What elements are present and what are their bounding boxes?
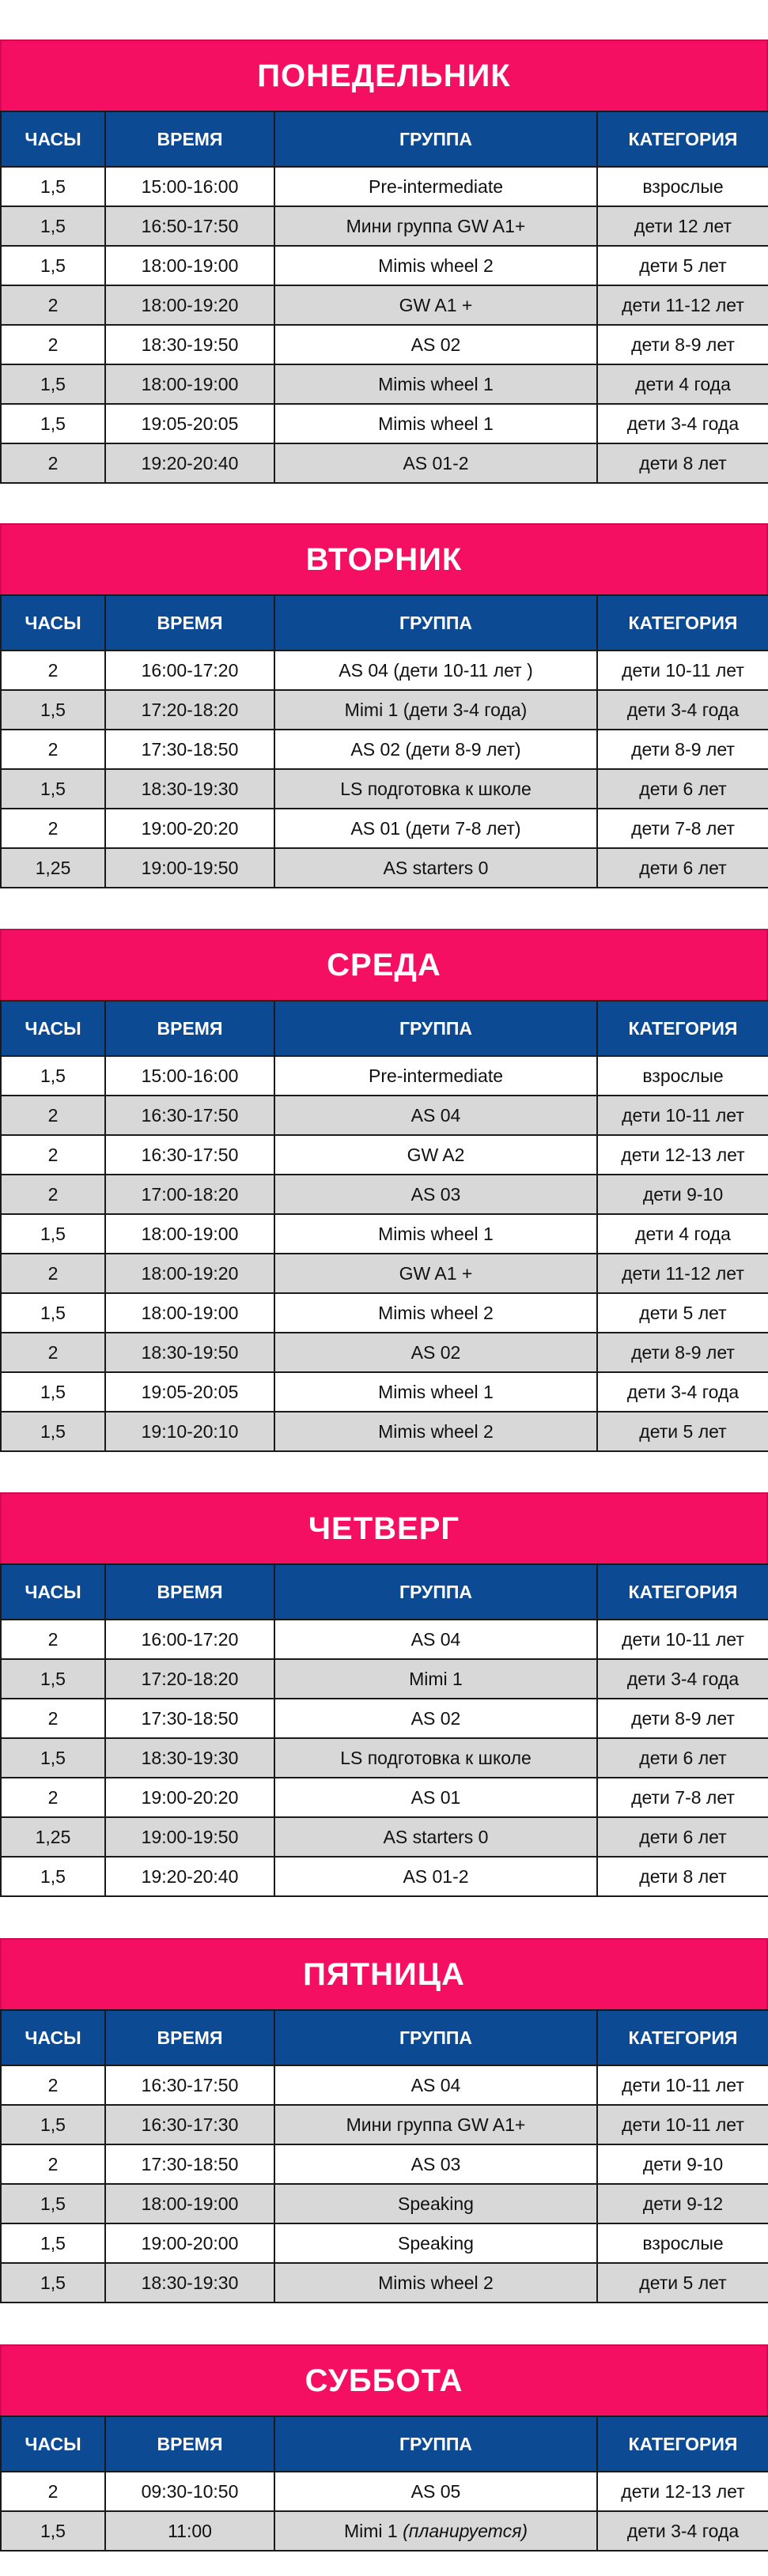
column-header-hours: ЧАСЫ <box>1 1564 105 1620</box>
table-row <box>1 730 768 769</box>
hours-cell: 2 <box>1 1699 105 1738</box>
time-cell: 18:00-19:00 <box>105 2184 274 2223</box>
table-row <box>1 769 768 809</box>
category-cell: дети 9-10 <box>597 2144 768 2184</box>
table-row <box>1 2065 768 2105</box>
table-row <box>1 1817 768 1857</box>
group-cell: GW A1 + <box>274 285 597 325</box>
table-row <box>1 1175 768 1214</box>
column-header-category: КАТЕГОРИЯ <box>597 1001 768 1056</box>
table-row <box>1 285 768 325</box>
column-header-time: ВРЕМЯ <box>105 1001 274 1056</box>
header-row <box>1 1001 768 1056</box>
column-header-category: КАТЕГОРИЯ <box>597 2010 768 2065</box>
group-cell: GW A2 <box>274 1135 597 1175</box>
category-cell: дети 4 года <box>597 1214 768 1254</box>
time-cell: 16:30-17:50 <box>105 2065 274 2105</box>
group-cell: Mimis wheel 1 <box>274 1214 597 1254</box>
day-block <box>0 2344 768 2551</box>
time-cell: 16:30-17:50 <box>105 1096 274 1135</box>
category-cell: дети 8 лет <box>597 1857 768 1896</box>
time-cell: 18:00-19:00 <box>105 246 274 285</box>
category-cell: дети 10-11 лет <box>597 1096 768 1135</box>
time-cell: 18:00-19:20 <box>105 285 274 325</box>
hours-cell: 1,5 <box>1 206 105 246</box>
time-cell: 19:00-19:50 <box>105 848 274 888</box>
table-row <box>1 1857 768 1896</box>
group-cell: AS 04 <box>274 1096 597 1135</box>
table-row <box>1 2105 768 2144</box>
table-row <box>1 1254 768 1293</box>
day-title: ЧЕТВЕРГ <box>0 1492 768 1563</box>
table-row <box>1 2144 768 2184</box>
column-header-time: ВРЕМЯ <box>105 1564 274 1620</box>
group-cell: Mimi 1 <box>274 1659 597 1699</box>
time-cell: 19:00-20:20 <box>105 809 274 848</box>
table-row <box>1 404 768 443</box>
hours-cell: 1,5 <box>1 2511 105 2551</box>
time-cell: 18:00-19:00 <box>105 364 274 404</box>
category-cell: дети 11-12 лет <box>597 1254 768 1293</box>
hours-cell: 1,5 <box>1 2105 105 2144</box>
schedule <box>0 40 768 2551</box>
group-cell: Mimis wheel 1 <box>274 364 597 404</box>
table-row <box>1 1778 768 1817</box>
group-cell: AS 04 (дети 10-11 лет ) <box>274 651 597 690</box>
hours-cell: 2 <box>1 285 105 325</box>
time-cell: 18:30-19:30 <box>105 2263 274 2303</box>
column-header-hours: ЧАСЫ <box>1 1001 105 1056</box>
group-cell: Mimis wheel 2 <box>274 1412 597 1451</box>
group-cell: LS подготовка к школе <box>274 769 597 809</box>
column-header-category: КАТЕГОРИЯ <box>597 111 768 167</box>
schedule-table <box>0 2416 768 2551</box>
category-cell: дети 3-4 года <box>597 1372 768 1412</box>
table-row <box>1 1293 768 1333</box>
hours-cell: 1,5 <box>1 1056 105 1096</box>
time-cell: 17:00-18:20 <box>105 1175 274 1214</box>
column-header-group: ГРУППА <box>274 111 597 167</box>
time-cell: 16:30-17:30 <box>105 2105 274 2144</box>
day-block <box>0 929 768 1452</box>
time-cell: 18:00-19:20 <box>105 1254 274 1293</box>
column-header-group: ГРУППА <box>274 1001 597 1056</box>
hours-cell: 2 <box>1 1175 105 1214</box>
group-cell: Мини группа GW A1+ <box>274 2105 597 2144</box>
hours-cell: 2 <box>1 730 105 769</box>
column-header-group: ГРУППА <box>274 595 597 651</box>
day-title: ВТОРНИК <box>0 523 768 594</box>
header-row <box>1 111 768 167</box>
table-row <box>1 651 768 690</box>
group-cell: Mimis wheel 1 <box>274 404 597 443</box>
category-cell: взрослые <box>597 167 768 206</box>
group-cell: Pre-intermediate <box>274 167 597 206</box>
column-header-category: КАТЕГОРИЯ <box>597 595 768 651</box>
column-header-time: ВРЕМЯ <box>105 595 274 651</box>
time-cell: 18:30-19:30 <box>105 1738 274 1778</box>
hours-cell: 1,5 <box>1 364 105 404</box>
column-header-hours: ЧАСЫ <box>1 595 105 651</box>
group-cell: Speaking <box>274 2223 597 2263</box>
time-cell: 18:00-19:00 <box>105 1214 274 1254</box>
time-cell: 19:00-20:20 <box>105 1778 274 1817</box>
column-header-hours: ЧАСЫ <box>1 111 105 167</box>
time-cell: 16:00-17:20 <box>105 651 274 690</box>
group-cell: AS 02 <box>274 1333 597 1372</box>
hours-cell: 1,5 <box>1 246 105 285</box>
category-cell: дети 9-10 <box>597 1175 768 1214</box>
category-cell: дети 8 лет <box>597 443 768 483</box>
category-cell: дети 10-11 лет <box>597 1620 768 1659</box>
time-cell: 17:30-18:50 <box>105 2144 274 2184</box>
table-row <box>1 1096 768 1135</box>
table-row <box>1 2184 768 2223</box>
table-row <box>1 2223 768 2263</box>
hours-cell: 2 <box>1 443 105 483</box>
category-cell: дети 4 года <box>597 364 768 404</box>
category-cell: взрослые <box>597 2223 768 2263</box>
column-header-group: ГРУППА <box>274 2010 597 2065</box>
group-cell: AS starters 0 <box>274 848 597 888</box>
table-row <box>1 325 768 364</box>
category-cell: дети 7-8 лет <box>597 809 768 848</box>
time-cell: 11:00 <box>105 2511 274 2551</box>
time-cell: 19:05-20:05 <box>105 1372 274 1412</box>
day-title: ПОНЕДЕЛЬНИК <box>0 40 768 111</box>
group-cell: GW A1 + <box>274 1254 597 1293</box>
group-cell: Pre-intermediate <box>274 1056 597 1096</box>
category-cell: дети 6 лет <box>597 769 768 809</box>
table-row <box>1 364 768 404</box>
hours-cell: 1,5 <box>1 2263 105 2303</box>
table-row <box>1 2263 768 2303</box>
table-row <box>1 809 768 848</box>
group-cell <box>274 2511 597 2551</box>
column-header-time: ВРЕМЯ <box>105 2010 274 2065</box>
time-cell: 18:30-19:50 <box>105 1333 274 1372</box>
category-cell: дети 5 лет <box>597 2263 768 2303</box>
category-cell: дети 7-8 лет <box>597 1778 768 1817</box>
table-row <box>1 848 768 888</box>
table-row <box>1 206 768 246</box>
group-cell: Мини группа GW A1+ <box>274 206 597 246</box>
group-cell: Mimis wheel 2 <box>274 1293 597 1333</box>
time-cell: 19:05-20:05 <box>105 404 274 443</box>
hours-cell: 1,5 <box>1 167 105 206</box>
hours-cell: 1,5 <box>1 1412 105 1451</box>
schedule-table <box>0 1000 768 1452</box>
category-cell: дети 3-4 года <box>597 404 768 443</box>
day-block <box>0 1938 768 2303</box>
group-cell: AS 01 (дети 7-8 лет) <box>274 809 597 848</box>
day-title: ПЯТНИЦА <box>0 1938 768 2009</box>
table-row <box>1 167 768 206</box>
hours-cell: 1,5 <box>1 1857 105 1896</box>
header-row <box>1 595 768 651</box>
time-cell: 19:10-20:10 <box>105 1412 274 1451</box>
hours-cell: 1,5 <box>1 1372 105 1412</box>
header-row <box>1 2010 768 2065</box>
hours-cell: 1,5 <box>1 2184 105 2223</box>
column-header-group: ГРУППА <box>274 1564 597 1620</box>
time-cell: 18:30-19:50 <box>105 325 274 364</box>
hours-cell: 1,5 <box>1 1214 105 1254</box>
hours-cell: 2 <box>1 1096 105 1135</box>
time-cell: 15:00-16:00 <box>105 1056 274 1096</box>
table-row <box>1 2472 768 2511</box>
table-row <box>1 1214 768 1254</box>
category-cell: дети 6 лет <box>597 848 768 888</box>
time-cell: 16:00-17:20 <box>105 1620 274 1659</box>
time-cell: 19:20-20:40 <box>105 443 274 483</box>
category-cell: дети 12-13 лет <box>597 1135 768 1175</box>
group-cell: AS 04 <box>274 1620 597 1659</box>
group-cell: AS 01-2 <box>274 443 597 483</box>
time-cell: 17:20-18:20 <box>105 690 274 730</box>
group-cell: Mimis wheel 2 <box>274 2263 597 2303</box>
category-cell: дети 3-4 года <box>597 1659 768 1699</box>
hours-cell: 2 <box>1 1620 105 1659</box>
table-row <box>1 443 768 483</box>
table-row <box>1 1372 768 1412</box>
day-title: СУББОТА <box>0 2344 768 2416</box>
hours-cell: 2 <box>1 2065 105 2105</box>
category-cell: дети 5 лет <box>597 246 768 285</box>
header-row <box>1 1564 768 1620</box>
category-cell: дети 5 лет <box>597 1293 768 1333</box>
schedule-table <box>0 594 768 888</box>
group-name: Mimi 1 <box>343 2520 398 2541</box>
category-cell: дети 10-11 лет <box>597 2105 768 2144</box>
hours-cell: 1,5 <box>1 769 105 809</box>
table-row <box>1 1056 768 1096</box>
schedule-table <box>0 1563 768 1897</box>
table-row <box>1 1135 768 1175</box>
group-cell: Mimi 1 (дети 3-4 года) <box>274 690 597 730</box>
table-row <box>1 1699 768 1738</box>
table-row <box>1 2511 768 2551</box>
group-cell: AS 01 <box>274 1778 597 1817</box>
group-cell: Mimis wheel 2 <box>274 246 597 285</box>
hours-cell: 2 <box>1 1778 105 1817</box>
group-cell: AS 04 <box>274 2065 597 2105</box>
group-note: (планируется) <box>403 2520 528 2541</box>
group-cell: AS 02 <box>274 1699 597 1738</box>
category-cell: дети 10-11 лет <box>597 2065 768 2105</box>
hours-cell: 2 <box>1 325 105 364</box>
category-cell: дети 8-9 лет <box>597 1699 768 1738</box>
hours-cell: 2 <box>1 2472 105 2511</box>
group-cell: AS 03 <box>274 2144 597 2184</box>
category-cell: дети 8-9 лет <box>597 1333 768 1372</box>
category-cell: дети 12 лет <box>597 206 768 246</box>
group-cell: AS 02 <box>274 325 597 364</box>
category-cell: дети 5 лет <box>597 1412 768 1451</box>
group-cell: AS 05 <box>274 2472 597 2511</box>
table-row <box>1 1620 768 1659</box>
hours-cell: 2 <box>1 1135 105 1175</box>
category-cell: дети 10-11 лет <box>597 651 768 690</box>
time-cell: 15:00-16:00 <box>105 167 274 206</box>
column-header-time: ВРЕМЯ <box>105 2416 274 2472</box>
hours-cell: 2 <box>1 1254 105 1293</box>
table-row <box>1 1659 768 1699</box>
day-block <box>0 40 768 484</box>
table-row <box>1 690 768 730</box>
hours-cell: 1,5 <box>1 1293 105 1333</box>
time-cell: 18:00-19:00 <box>105 1293 274 1333</box>
day-block <box>0 523 768 888</box>
category-cell: дети 6 лет <box>597 1738 768 1778</box>
category-cell: дети 11-12 лет <box>597 285 768 325</box>
schedule-table <box>0 2009 768 2303</box>
time-cell: 09:30-10:50 <box>105 2472 274 2511</box>
time-cell: 17:30-18:50 <box>105 1699 274 1738</box>
table-row <box>1 1738 768 1778</box>
hours-cell: 1,25 <box>1 848 105 888</box>
category-cell: дети 8-9 лет <box>597 730 768 769</box>
table-row <box>1 246 768 285</box>
category-cell: дети 8-9 лет <box>597 325 768 364</box>
header-row <box>1 2416 768 2472</box>
hours-cell: 1,5 <box>1 2223 105 2263</box>
category-cell: дети 3-4 года <box>597 2511 768 2551</box>
group-cell: LS подготовка к школе <box>274 1738 597 1778</box>
time-cell: 17:30-18:50 <box>105 730 274 769</box>
time-cell: 18:30-19:30 <box>105 769 274 809</box>
group-cell: Speaking <box>274 2184 597 2223</box>
time-cell: 16:50-17:50 <box>105 206 274 246</box>
hours-cell: 2 <box>1 809 105 848</box>
category-cell: взрослые <box>597 1056 768 1096</box>
hours-cell: 1,5 <box>1 690 105 730</box>
hours-cell: 2 <box>1 651 105 690</box>
column-header-category: КАТЕГОРИЯ <box>597 1564 768 1620</box>
time-cell: 16:30-17:50 <box>105 1135 274 1175</box>
column-header-category: КАТЕГОРИЯ <box>597 2416 768 2472</box>
hours-cell: 2 <box>1 2144 105 2184</box>
hours-cell: 1,5 <box>1 1738 105 1778</box>
group-cell: AS 02 (дети 8-9 лет) <box>274 730 597 769</box>
hours-cell: 1,5 <box>1 1659 105 1699</box>
group-cell: AS 01-2 <box>274 1857 597 1896</box>
category-cell: дети 6 лет <box>597 1817 768 1857</box>
table-row <box>1 1412 768 1451</box>
group-cell: AS starters 0 <box>274 1817 597 1857</box>
time-cell: 17:20-18:20 <box>105 1659 274 1699</box>
time-cell: 19:00-20:00 <box>105 2223 274 2263</box>
column-header-time: ВРЕМЯ <box>105 111 274 167</box>
day-block <box>0 1492 768 1897</box>
time-cell: 19:20-20:40 <box>105 1857 274 1896</box>
time-cell: 19:00-19:50 <box>105 1817 274 1857</box>
column-header-hours: ЧАСЫ <box>1 2010 105 2065</box>
column-header-group: ГРУППА <box>274 2416 597 2472</box>
table-row <box>1 1333 768 1372</box>
column-header-hours: ЧАСЫ <box>1 2416 105 2472</box>
category-cell: дети 3-4 года <box>597 690 768 730</box>
group-cell: Mimis wheel 1 <box>274 1372 597 1412</box>
schedule-table <box>0 111 768 484</box>
group-cell: AS 03 <box>274 1175 597 1214</box>
category-cell: дети 9-12 <box>597 2184 768 2223</box>
hours-cell: 1,5 <box>1 404 105 443</box>
category-cell: дети 12-13 лет <box>597 2472 768 2511</box>
hours-cell: 2 <box>1 1333 105 1372</box>
day-title: СРЕДА <box>0 929 768 1000</box>
hours-cell: 1,25 <box>1 1817 105 1857</box>
